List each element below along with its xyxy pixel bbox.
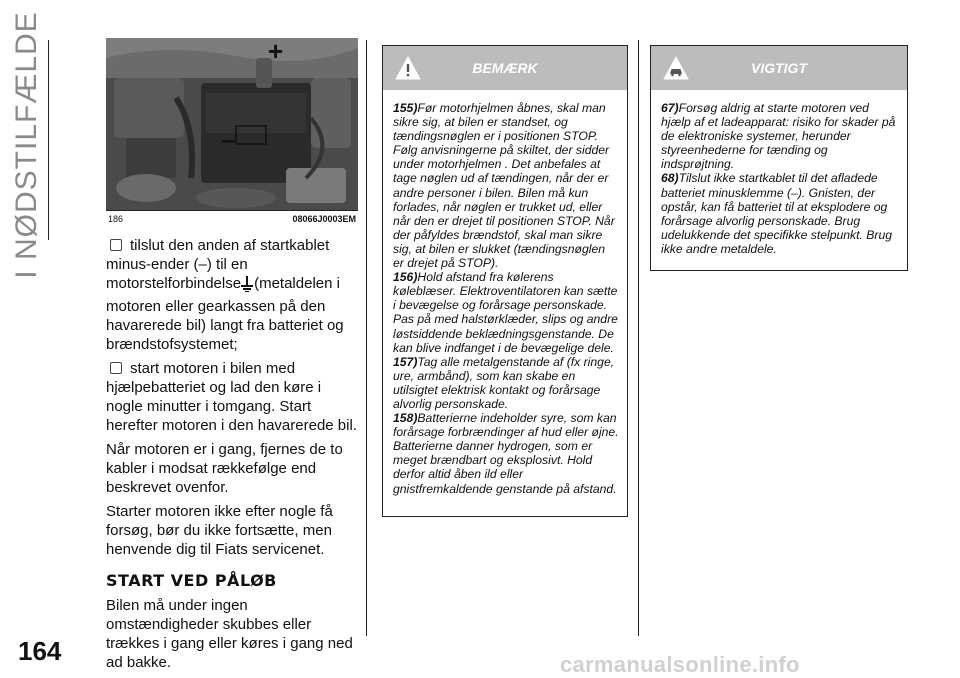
- chapter-side-title: [4, 11, 50, 279]
- section-heading: START VED PÅLØB: [106, 571, 277, 590]
- paragraph-remove-cables: Når motoren er i gang, fjernes de to kabler i modsat rækkefølge end beskrevet ovenfor.: [106, 441, 343, 496]
- list-item: [393, 270, 619, 355]
- watermark-text: carmanualsonline.info: [560, 652, 800, 677]
- column-divider-2: [638, 40, 639, 636]
- bullet-item-1: [106, 236, 358, 354]
- list-item: [393, 101, 619, 270]
- important-box-body: [651, 90, 907, 262]
- item-number: 158): [393, 411, 418, 426]
- checkbox-bullet-icon: [110, 239, 122, 251]
- note-box-title: BEMÆRK: [472, 60, 538, 76]
- engine-illustration: [106, 38, 358, 210]
- chapter-divider: [48, 40, 49, 240]
- ground-symbol-icon: [241, 276, 253, 297]
- note-box-body: [383, 90, 627, 502]
- item-number: 157): [393, 354, 418, 369]
- item-text: Før motorhjelmen åbnes, skal man sikre sig, at bilen er standset, og tændingsnøglen er i positionen STOP. Følg anvisningerne på skiltet, der sidder under motorhjelmen . Det anbefales at tage nøglen ud af tændingen, når der er andre personer i bilen. Bilen må kun forlades, når nøglen er trukket ud, eller når den er drejet til positionen STOP. Når der påfyldes brændstof, skal man sikre sig, at bilen er slukket (tændingsnøglen er drejet på STOP).: [393, 101, 615, 271]
- list-item: [393, 411, 619, 496]
- item-text: Tag alle metalgenstande af (fx ringe, ure, armbånd), som kan skabe en utilsigtet elektrisk kontakt og forårsage alvorlig personskade.: [393, 354, 615, 411]
- item-number: 67): [661, 101, 679, 115]
- item-text: Batterierne indeholder syre, som kan forårsage forbrændinger af hud eller øjne. Batterierne danner hydrogen, som er meget brændbart og eksplosivt. Hold derfor altid åben ild eller gnistfremkaldende genstande på afstand.: [393, 411, 619, 496]
- figure-number: 186: [108, 214, 124, 224]
- main-text-column: [106, 236, 358, 677]
- item-text: Hold afstand fra kølerens køleblæser. Elektroventilatoren kan sætte i bevægelse og forårsage personskade. Pas på med halstørklæder, slips og andre løstsiddende beklædningsgenstande. De kan blive indfanget i de bevægelige dele.: [393, 270, 618, 355]
- positive-terminal-label: +: [268, 38, 284, 66]
- figure-caption: [106, 210, 358, 225]
- item-text: Tilslut ikke startkablet til det afladede batteriet minusklemme (–). Gnisten, der opstår, kan få batteriet til at eksplodere og forårsage alvorlig personskade. Brug udelukkende det specifikke stelpunkt. Brug ikke andre metaldele.: [661, 171, 893, 256]
- list-item: [393, 355, 619, 411]
- item-number: 68): [661, 171, 679, 186]
- checkbox-bullet-icon: [110, 362, 122, 374]
- bullet-1-text-b: (metaldelen i motoren eller gearkassen på den havarerede bil) langt fra batteriet og brændstofsystemet;: [106, 275, 344, 353]
- note-box-header: [383, 46, 627, 90]
- negative-terminal-label: –: [221, 124, 236, 154]
- note-box: [382, 45, 628, 517]
- paragraph-push-start: Bilen må under ingen omstændigheder skubbes eller trækkes i gang eller køres i gang ned ad bakke.: [106, 597, 353, 671]
- column-divider-1: [366, 40, 367, 636]
- chapter-title-text: I NØDSTILFÆLDE: [10, 11, 43, 279]
- figure-code: 08066J0003EM: [292, 214, 356, 224]
- paragraph-service: Starter motoren ikke efter nogle få forsøg, bør du ikke fortsætte, men henvende dig til Fiats servicenet.: [106, 503, 333, 558]
- item-number: 155): [393, 101, 418, 115]
- item-text: Forsøg aldrig at starte motoren ved hjælp af et ladeapparat: risiko for skader på de elektroniske systemer, herunder styreenhederne for tænding og indsprøjtning.: [661, 101, 896, 172]
- list-item: [661, 171, 899, 256]
- page-number: 164: [18, 636, 62, 666]
- bullet-1-text-a: tilslut den anden af startkablet minus-ender (–) til en motorstelforbindelse: [106, 237, 330, 292]
- bullet-2-text: start motoren i bilen med hjælpebatteriet og lad den køre i nogle minutter i tomgang. Start herefter motoren i den havarerede bil.: [106, 360, 357, 434]
- list-item: [661, 101, 899, 171]
- important-box-title: VIGTIGT: [751, 60, 807, 76]
- important-box-header: [651, 46, 907, 90]
- item-number: 156): [393, 270, 418, 285]
- important-box: [650, 45, 908, 271]
- bullet-item-2: [106, 359, 358, 435]
- engine-battery-photo: [106, 38, 358, 210]
